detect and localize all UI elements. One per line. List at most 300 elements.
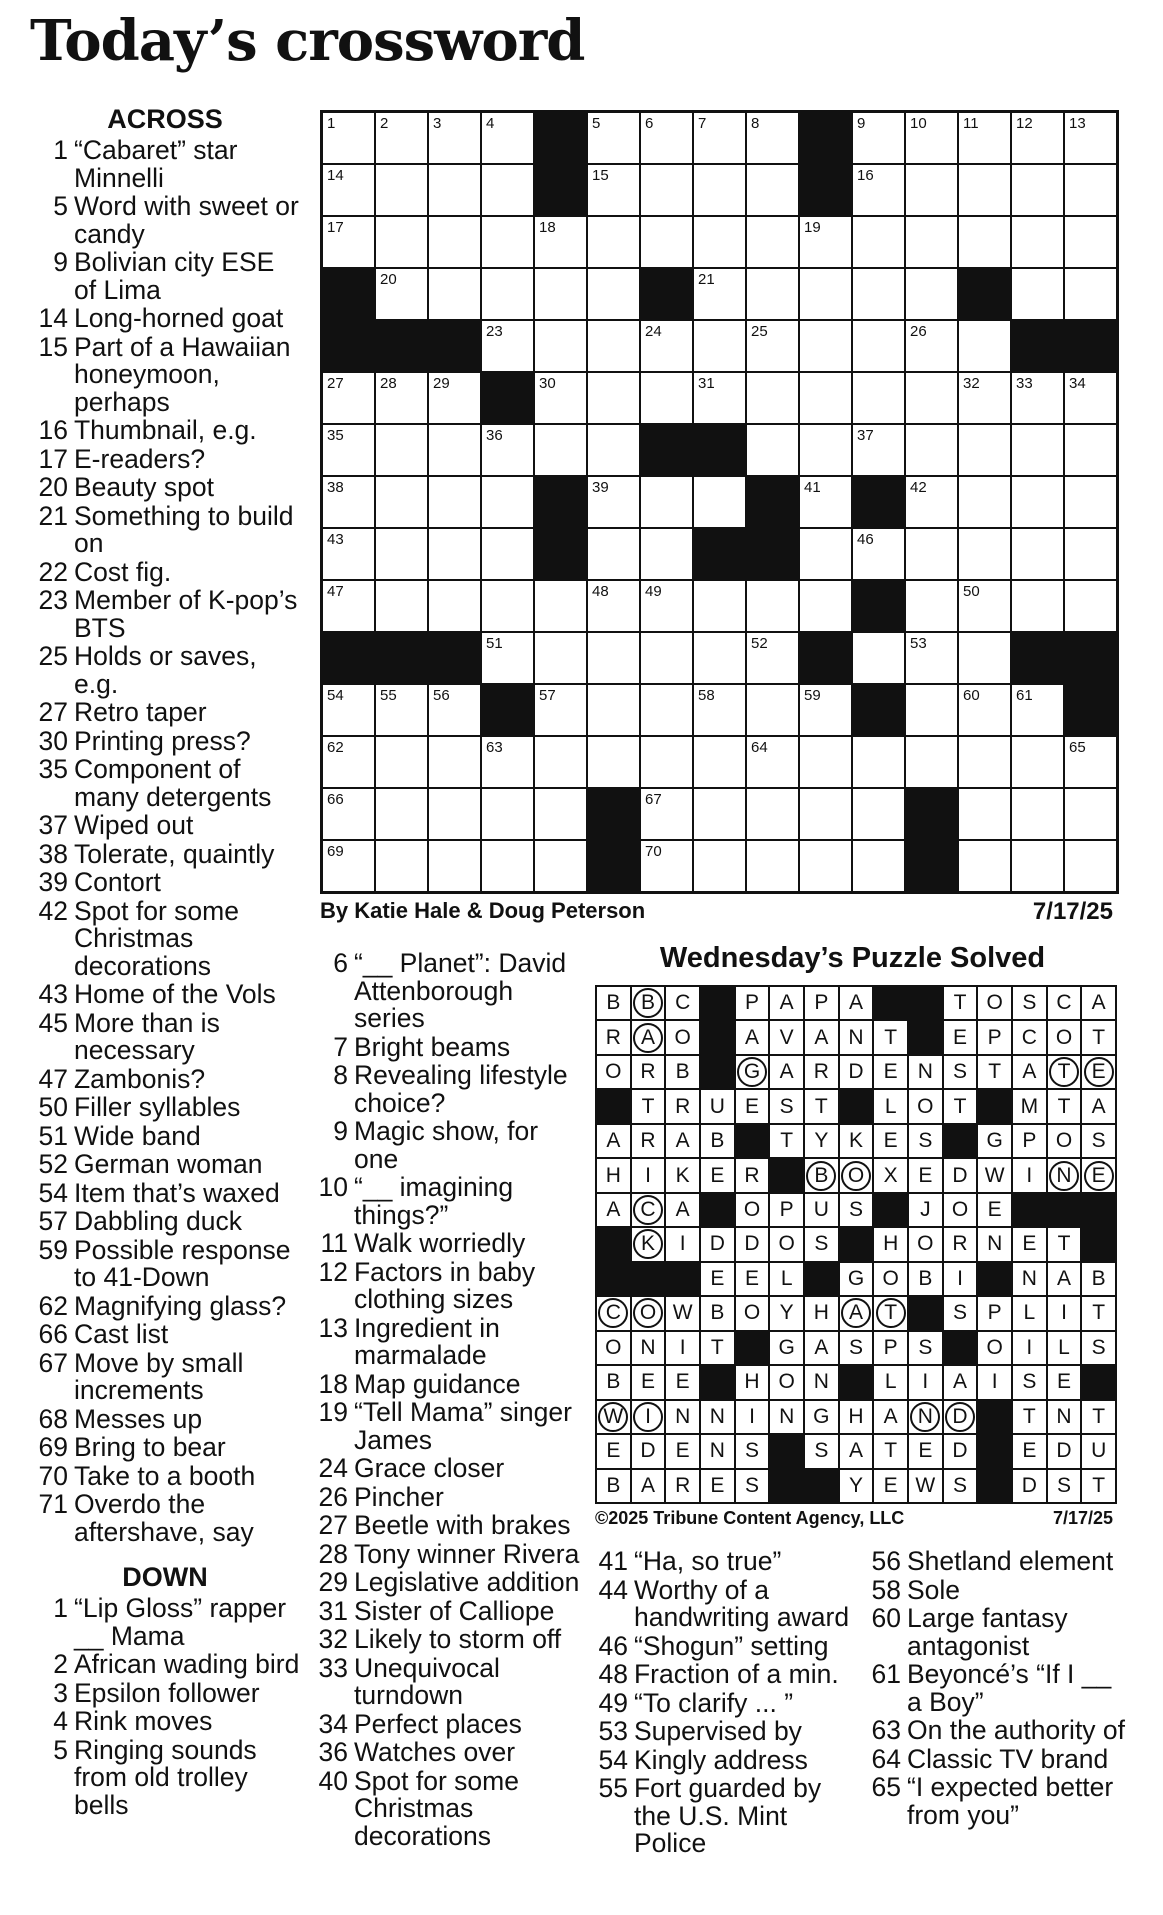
solution-letter: O xyxy=(778,1232,795,1256)
grid-cell[interactable] xyxy=(959,477,1010,527)
clue-number: 40 xyxy=(318,1765,348,1796)
grid-cell[interactable] xyxy=(906,529,957,579)
cell-number: 41 xyxy=(804,479,821,496)
grid-cell[interactable] xyxy=(959,581,1010,631)
grid-cell[interactable] xyxy=(641,789,692,839)
solution-block xyxy=(909,987,942,1019)
grid-cell[interactable] xyxy=(747,841,798,891)
clue-number: 63 xyxy=(871,1715,901,1745)
grid-cell[interactable] xyxy=(959,789,1010,839)
grid-cell[interactable] xyxy=(588,477,639,527)
grid-cell[interactable] xyxy=(1012,529,1063,579)
solution-cell xyxy=(1013,1090,1046,1122)
grid-cell[interactable] xyxy=(800,425,851,475)
grid-cell[interactable] xyxy=(800,789,851,839)
grid-cell[interactable] xyxy=(588,113,639,163)
grid-cell[interactable] xyxy=(959,633,1010,683)
grid-cell[interactable] xyxy=(959,737,1010,787)
grid-cell[interactable] xyxy=(376,113,427,163)
grid-cell[interactable] xyxy=(1065,425,1116,475)
solution-letter: N xyxy=(1056,1404,1072,1428)
solution-cell xyxy=(978,987,1011,1019)
grid-cell[interactable] xyxy=(641,217,692,267)
clue-item xyxy=(30,1007,300,1065)
grid-cell[interactable] xyxy=(323,529,374,579)
grid-cell[interactable] xyxy=(959,529,1010,579)
grid-cell[interactable] xyxy=(747,269,798,319)
down-clue-list-4 xyxy=(863,1548,1133,1830)
solution-letter: N xyxy=(987,1232,1003,1256)
grid-cell[interactable] xyxy=(1012,477,1063,527)
clue-number: 61 xyxy=(871,1659,901,1689)
grid-cell[interactable] xyxy=(535,373,586,423)
grid-cell[interactable] xyxy=(429,425,480,475)
grid-cell[interactable] xyxy=(1012,685,1063,735)
grid-cell[interactable] xyxy=(376,373,427,423)
grid-cell[interactable] xyxy=(429,269,480,319)
grid-cell[interactable] xyxy=(853,529,904,579)
grid-cell[interactable] xyxy=(747,633,798,683)
grid-cell[interactable] xyxy=(1065,737,1116,787)
grid-cell[interactable] xyxy=(376,217,427,267)
grid-cell[interactable] xyxy=(800,737,851,787)
grid-cell[interactable] xyxy=(906,321,957,371)
grid-cell[interactable] xyxy=(694,477,745,527)
clue-item xyxy=(30,137,300,192)
solution-cell xyxy=(666,1228,699,1260)
grid-cell[interactable] xyxy=(1012,789,1063,839)
grid-cell[interactable] xyxy=(641,685,692,735)
grid-cell[interactable] xyxy=(1065,789,1116,839)
grid-cell[interactable] xyxy=(853,789,904,839)
solution-letter: A xyxy=(814,1335,829,1359)
grid-cell[interactable] xyxy=(853,217,904,267)
solution-letter: N xyxy=(917,1060,933,1084)
grid-cell[interactable] xyxy=(482,165,533,215)
grid-cell[interactable] xyxy=(482,581,533,631)
grid-cell[interactable] xyxy=(747,217,798,267)
solution-cell xyxy=(840,1159,873,1191)
grid-cell[interactable] xyxy=(376,685,427,735)
grid-cell[interactable] xyxy=(853,373,904,423)
grid-cell[interactable] xyxy=(853,113,904,163)
solution-letter: A xyxy=(675,1129,690,1153)
solution-letter: E xyxy=(710,1163,725,1187)
grid-cell[interactable] xyxy=(641,581,692,631)
grid-cell[interactable] xyxy=(906,113,957,163)
grid-cell[interactable] xyxy=(906,217,957,267)
clue-text: Spot for some Christmas decorations xyxy=(74,895,239,981)
grid-cell[interactable] xyxy=(588,425,639,475)
crossword-grid[interactable] xyxy=(320,110,1119,894)
grid-cell[interactable] xyxy=(429,789,480,839)
solution-block xyxy=(840,1366,873,1398)
clue-item xyxy=(310,1256,580,1314)
cell-number: 2 xyxy=(380,115,389,132)
clue-text: Kingly address xyxy=(634,1744,808,1775)
grid-cell[interactable] xyxy=(747,165,798,215)
grid-cell[interactable] xyxy=(959,425,1010,475)
grid-cell[interactable] xyxy=(906,633,957,683)
cell-number: 23 xyxy=(486,323,503,340)
solution-block xyxy=(978,1470,1011,1502)
grid-cell[interactable] xyxy=(429,529,480,579)
solution-cell xyxy=(736,1228,769,1260)
grid-cell[interactable] xyxy=(588,633,639,683)
clue-item xyxy=(30,1434,300,1462)
clue-text: Cost fig. xyxy=(74,556,172,587)
solution-letter: I xyxy=(1061,1301,1067,1325)
grid-cell[interactable] xyxy=(1012,217,1063,267)
solution-cell xyxy=(701,1228,734,1260)
clue-item xyxy=(310,1595,580,1626)
solution-letter: Y xyxy=(779,1301,794,1325)
solution-letter: Y xyxy=(848,1473,863,1497)
solution-cell xyxy=(701,1297,734,1329)
solution-letter: A xyxy=(779,1060,794,1084)
grid-cell[interactable] xyxy=(747,425,798,475)
grid-cell[interactable] xyxy=(694,217,745,267)
grid-cell[interactable] xyxy=(1012,269,1063,319)
grid-cell[interactable] xyxy=(959,841,1010,891)
grid-cell[interactable] xyxy=(906,425,957,475)
grid-cell[interactable] xyxy=(747,685,798,735)
clue-number: 1 xyxy=(53,1593,68,1623)
grid-cell[interactable] xyxy=(800,685,851,735)
grid-cell[interactable] xyxy=(429,217,480,267)
grid-cell[interactable] xyxy=(1065,113,1116,163)
grid-cell[interactable] xyxy=(535,217,586,267)
grid-cell[interactable] xyxy=(1065,165,1116,215)
grid-cell[interactable] xyxy=(641,477,692,527)
cell-number: 52 xyxy=(751,635,768,652)
grid-cell[interactable] xyxy=(535,841,586,891)
grid-cell[interactable] xyxy=(641,321,692,371)
grid-cell[interactable] xyxy=(429,165,480,215)
solution-letter: G xyxy=(813,1404,830,1428)
solution-letter: E xyxy=(883,1473,898,1497)
across-clue-list xyxy=(30,137,300,1546)
solution-cell xyxy=(632,1125,665,1157)
grid-cell[interactable] xyxy=(535,789,586,839)
solution-cell xyxy=(1013,1125,1046,1157)
solution-letter: I xyxy=(679,1335,686,1359)
clue-number: 7 xyxy=(333,1031,348,1062)
grid-cell[interactable] xyxy=(694,737,745,787)
solution-cell xyxy=(874,1125,907,1157)
grid-cell[interactable] xyxy=(641,529,692,579)
grid-cell[interactable] xyxy=(482,477,533,527)
solution-letter: H xyxy=(813,1301,829,1325)
grid-cell[interactable] xyxy=(853,425,904,475)
grid-cell[interactable] xyxy=(1012,373,1063,423)
grid-cell[interactable] xyxy=(429,373,480,423)
grid-cell[interactable] xyxy=(535,685,586,735)
solution-letter: C xyxy=(1021,1025,1037,1049)
grid-cell[interactable] xyxy=(323,165,374,215)
solution-cell xyxy=(944,987,977,1019)
grid-cell[interactable] xyxy=(694,269,745,319)
grid-cell[interactable] xyxy=(1065,477,1116,527)
grid-cell[interactable] xyxy=(376,425,427,475)
grid-cell[interactable] xyxy=(853,165,904,215)
cell-number: 10 xyxy=(910,115,927,132)
grid-cell[interactable] xyxy=(323,841,374,891)
solution-cell xyxy=(736,1263,769,1295)
grid-cell[interactable] xyxy=(747,113,798,163)
clue-item xyxy=(863,1661,1133,1716)
solution-cell xyxy=(874,1021,907,1053)
grid-cell[interactable] xyxy=(800,217,851,267)
grid-cell[interactable] xyxy=(1012,113,1063,163)
solution-letter: A xyxy=(675,1198,690,1222)
grid-cell[interactable] xyxy=(1065,529,1116,579)
grid-cell[interactable] xyxy=(1012,581,1063,631)
solution-letter: T xyxy=(876,1298,906,1328)
grid-cell[interactable] xyxy=(429,737,480,787)
grid-cell[interactable] xyxy=(588,269,639,319)
grid-cell[interactable] xyxy=(323,737,374,787)
solution-letter: U xyxy=(709,1094,725,1118)
solution-letter: S xyxy=(814,1439,829,1463)
clue-text: “I expected better from you” xyxy=(907,1772,1114,1830)
solution-cell xyxy=(805,1159,838,1191)
grid-cell[interactable] xyxy=(641,841,692,891)
clue-number: 36 xyxy=(318,1737,348,1767)
grid-cell[interactable] xyxy=(641,737,692,787)
cell-number: 62 xyxy=(327,739,344,756)
solution-block xyxy=(632,1263,665,1295)
cell-number: 55 xyxy=(380,687,397,704)
grid-cell[interactable] xyxy=(1065,581,1116,631)
grid-cell[interactable] xyxy=(906,373,957,423)
grid-cell[interactable] xyxy=(429,581,480,631)
solution-cell xyxy=(666,1401,699,1433)
solution-cell xyxy=(736,1297,769,1329)
grid-cell[interactable] xyxy=(1065,841,1116,891)
clue-number: 56 xyxy=(871,1546,901,1576)
grid-cell[interactable] xyxy=(959,113,1010,163)
solution-cell xyxy=(840,1435,873,1467)
grid-cell[interactable] xyxy=(800,581,851,631)
grid-cell[interactable] xyxy=(482,737,533,787)
grid-cell[interactable] xyxy=(694,113,745,163)
solution-cell xyxy=(770,1056,803,1088)
grid-cell[interactable] xyxy=(482,529,533,579)
solution-letter: O xyxy=(743,1301,761,1325)
grid-cell[interactable] xyxy=(429,841,480,891)
grid-cell[interactable] xyxy=(323,217,374,267)
grid-cell[interactable] xyxy=(694,633,745,683)
grid-cell[interactable] xyxy=(959,321,1010,371)
solution-title: Wednesday’s Puzzle Solved xyxy=(659,942,1046,974)
grid-cell[interactable] xyxy=(906,581,957,631)
clue-text: Something to build on xyxy=(74,500,294,558)
clue-number: 26 xyxy=(318,1481,348,1512)
grid-cell[interactable] xyxy=(906,685,957,735)
grid-cell[interactable] xyxy=(747,373,798,423)
solution-block xyxy=(944,1332,977,1364)
solution-letter: D xyxy=(640,1439,656,1463)
grid-cell[interactable] xyxy=(694,841,745,891)
grid-cell[interactable] xyxy=(800,841,851,891)
clue-text: Shetland element xyxy=(907,1546,1114,1576)
grid-cell[interactable] xyxy=(800,269,851,319)
grid-cell[interactable] xyxy=(906,477,957,527)
solution-block xyxy=(805,1263,838,1295)
solution-letter: T xyxy=(884,1439,898,1463)
grid-cell[interactable] xyxy=(959,165,1010,215)
grid-cell[interactable] xyxy=(800,477,851,527)
clue-number: 48 xyxy=(598,1659,628,1689)
grid-cell[interactable] xyxy=(694,373,745,423)
grid-cell[interactable] xyxy=(482,269,533,319)
grid-cell[interactable] xyxy=(1065,373,1116,423)
grid-cell[interactable] xyxy=(694,581,745,631)
grid-cell[interactable] xyxy=(959,373,1010,423)
grid-cell[interactable] xyxy=(588,581,639,631)
grid-cell[interactable] xyxy=(323,425,374,475)
cell-number: 46 xyxy=(857,531,874,548)
solution-letter: E xyxy=(710,1266,725,1290)
solution-cell xyxy=(1013,1470,1046,1502)
grid-cell[interactable] xyxy=(376,737,427,787)
solution-letter: O xyxy=(1055,1025,1073,1049)
grid-cell[interactable] xyxy=(482,321,533,371)
grid-cell[interactable] xyxy=(1012,425,1063,475)
grid-cell[interactable] xyxy=(482,217,533,267)
grid-cell[interactable] xyxy=(482,425,533,475)
grid-cell[interactable] xyxy=(641,165,692,215)
grid-cell[interactable] xyxy=(376,529,427,579)
grid-cell[interactable] xyxy=(800,321,851,371)
grid-cell[interactable] xyxy=(535,581,586,631)
solution-letter: U xyxy=(813,1198,829,1222)
solution-letter: O xyxy=(841,1161,871,1191)
clue-text: Retro taper xyxy=(74,697,207,727)
grid-cell[interactable] xyxy=(747,737,798,787)
grid-cell[interactable] xyxy=(535,425,586,475)
grid-cell[interactable] xyxy=(641,113,692,163)
grid-cell[interactable] xyxy=(747,321,798,371)
clue-text: Printing press? xyxy=(74,725,251,756)
solution-cell xyxy=(770,1401,803,1433)
solution-cell xyxy=(666,1435,699,1467)
clue-text: “__ Planet”: David Attenborough series xyxy=(354,948,567,1033)
grid-cell[interactable] xyxy=(906,737,957,787)
grid-cell[interactable] xyxy=(959,685,1010,735)
cell-number: 1 xyxy=(327,115,336,132)
grid-cell[interactable] xyxy=(482,633,533,683)
grid-cell[interactable] xyxy=(588,685,639,735)
grid-cell[interactable] xyxy=(747,789,798,839)
grid-cell[interactable] xyxy=(323,789,374,839)
solution-cell xyxy=(736,1470,769,1502)
solution-letter: B xyxy=(606,991,621,1015)
solution-letter: E xyxy=(1084,1057,1114,1087)
grid-cell[interactable] xyxy=(482,789,533,839)
grid-cell[interactable] xyxy=(853,269,904,319)
clue-number: 60 xyxy=(871,1603,901,1633)
grid-cell[interactable] xyxy=(694,685,745,735)
grid-cell[interactable] xyxy=(800,529,851,579)
grid-cell[interactable] xyxy=(323,477,374,527)
grid-cell[interactable] xyxy=(959,217,1010,267)
solution-block xyxy=(770,1435,803,1467)
grid-cell[interactable] xyxy=(588,321,639,371)
grid-cell[interactable] xyxy=(588,165,639,215)
grid-cell[interactable] xyxy=(323,581,374,631)
solution-cell xyxy=(597,987,630,1019)
solution-cell xyxy=(909,1435,942,1467)
grid-cell[interactable] xyxy=(906,269,957,319)
grid-cell[interactable] xyxy=(535,633,586,683)
clue-item xyxy=(30,417,300,445)
clue-item xyxy=(863,1574,1133,1605)
grid-cell[interactable] xyxy=(429,113,480,163)
grid-cell[interactable] xyxy=(853,633,904,683)
grid-cell[interactable] xyxy=(1012,165,1063,215)
solution-letter: O xyxy=(605,1060,622,1084)
grid-cell[interactable] xyxy=(1012,737,1063,787)
grid-cell[interactable] xyxy=(376,165,427,215)
grid-cell[interactable] xyxy=(376,789,427,839)
grid-cell[interactable] xyxy=(429,685,480,735)
grid-cell[interactable] xyxy=(641,633,692,683)
grid-cell[interactable] xyxy=(323,373,374,423)
solution-cell xyxy=(1048,1401,1081,1433)
grid-cell[interactable] xyxy=(1012,841,1063,891)
grid-cell[interactable] xyxy=(1065,269,1116,319)
grid-cell[interactable] xyxy=(694,321,745,371)
grid-cell[interactable] xyxy=(429,477,480,527)
grid-cell[interactable] xyxy=(747,581,798,631)
clue-text: Cast list xyxy=(74,1319,169,1349)
grid-cell[interactable] xyxy=(853,321,904,371)
grid-cell[interactable] xyxy=(588,373,639,423)
grid-cell[interactable] xyxy=(535,269,586,319)
solution-cell xyxy=(874,1332,907,1364)
solution-cell xyxy=(1082,987,1115,1019)
cell-number: 15 xyxy=(592,167,609,184)
solution-cell xyxy=(874,1297,907,1329)
grid-cell[interactable] xyxy=(482,113,533,163)
grid-cell[interactable] xyxy=(535,737,586,787)
grid-cell[interactable] xyxy=(376,581,427,631)
grid-cell[interactable] xyxy=(588,217,639,267)
grid-cell[interactable] xyxy=(1065,217,1116,267)
grid-cell[interactable] xyxy=(588,529,639,579)
grid-cell[interactable] xyxy=(641,373,692,423)
grid-cell[interactable] xyxy=(694,165,745,215)
grid-cell[interactable] xyxy=(482,841,533,891)
grid-cell[interactable] xyxy=(376,269,427,319)
grid-cell[interactable] xyxy=(694,789,745,839)
grid-cell[interactable] xyxy=(588,737,639,787)
grid-cell[interactable] xyxy=(323,113,374,163)
grid-cell[interactable] xyxy=(376,477,427,527)
grid-cell[interactable] xyxy=(853,841,904,891)
grid-cell[interactable] xyxy=(376,841,427,891)
grid-cell[interactable] xyxy=(906,165,957,215)
clue-text: Word with sweet or candy xyxy=(74,191,299,249)
solution-letter: T xyxy=(1022,1404,1036,1428)
grid-cell[interactable] xyxy=(323,685,374,735)
grid-cell[interactable] xyxy=(853,737,904,787)
grid-cell[interactable] xyxy=(535,321,586,371)
grid-cell[interactable] xyxy=(800,373,851,423)
solution-cell xyxy=(770,1263,803,1295)
